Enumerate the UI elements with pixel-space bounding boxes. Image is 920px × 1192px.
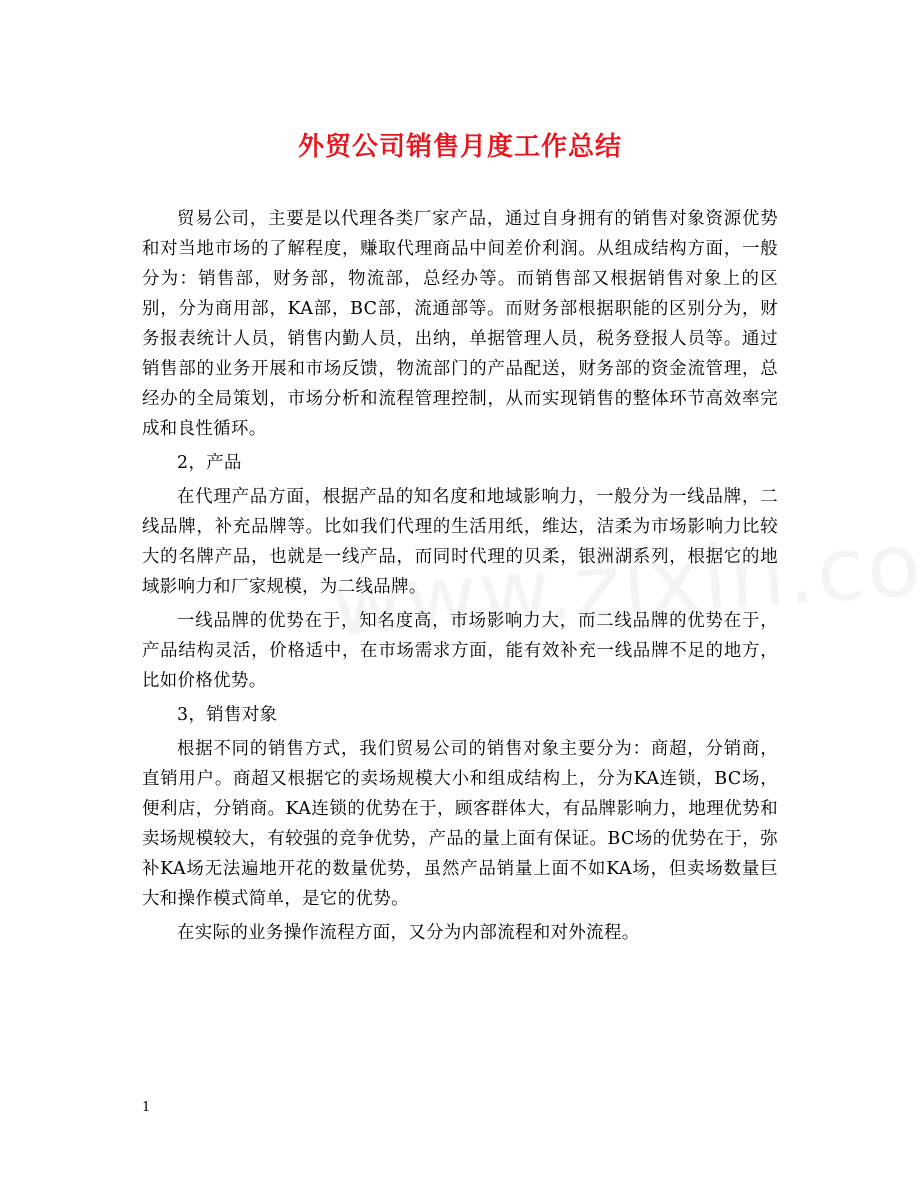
document-body [142, 204, 778, 952]
paragraph: 根据不同的销售方式，我们贸易公司的销售对象主要分为：商超，分销商，直销用户。商超又根据它的卖场规模大小和组成结构上，分为KA连锁，BC场，便利店，分销商。KA连锁的优势在于，顾客群体大，有品牌影响力，地理优势和卖场规模较大，有较强的竞争优势，产品的量上面有保证。BC场的优势在于，弥补KA场无法遍地开花的数量优势，虽然产品销量上面不如KA场，但卖场数量巨大和操作模式简单，是它的优势。 [142, 739, 778, 909]
page-number: 1 [142, 1100, 151, 1115]
paragraph: 贸易公司，主要是以代理各类厂家产品，通过自身拥有的销售对象资源优势和对当地市场的了解程度，赚取代理商品中间差价利润。从组成结构方面，一般分为：销售部，财务部，物流部，总经办等。而销售部又根据销售对象上的区别，分为商用部，KA部，BC部，流通部等。而财务部根据职能的区别分为，财务报表统计人员，销售内勤人员，出纳，单据管理人员，税务登报人员等。通过销售部的业务开展和市场反馈，物流部门的产品配送，财务部的资金流管理，总经办的全局策划，市场分析和流程管理控制，从而实现销售的整体环节高效率完成和良性循环。 [142, 209, 778, 439]
paragraph: 在实际的业务操作流程方面，又分为内部流程和对外流程。 [177, 923, 640, 943]
section-heading: 3，销售对象 [177, 705, 278, 725]
paragraph: 一线品牌的优势在于，知名度高，市场影响力大，而二线品牌的优势在于，产品结构灵活，价格适中，在市场需求方面，能有效补充一线品牌不足的地方，比如价格优势。 [142, 611, 778, 691]
paragraph: 在代理产品方面，根据产品的知名度和地域影响力，一般分为一线品牌，二线品牌，补充品牌等。比如我们代理的生活用纸，维达，洁柔为市场影响力比较大的名牌产品，也就是一线产品，而同时代理的贝柔，银洲湖系列，根据它的地域影响力和厂家规模，为二线品牌。 [142, 487, 778, 597]
section-heading: 2，产品 [177, 453, 242, 473]
document-title: 外贸公司销售月度工作总结 [297, 132, 622, 162]
